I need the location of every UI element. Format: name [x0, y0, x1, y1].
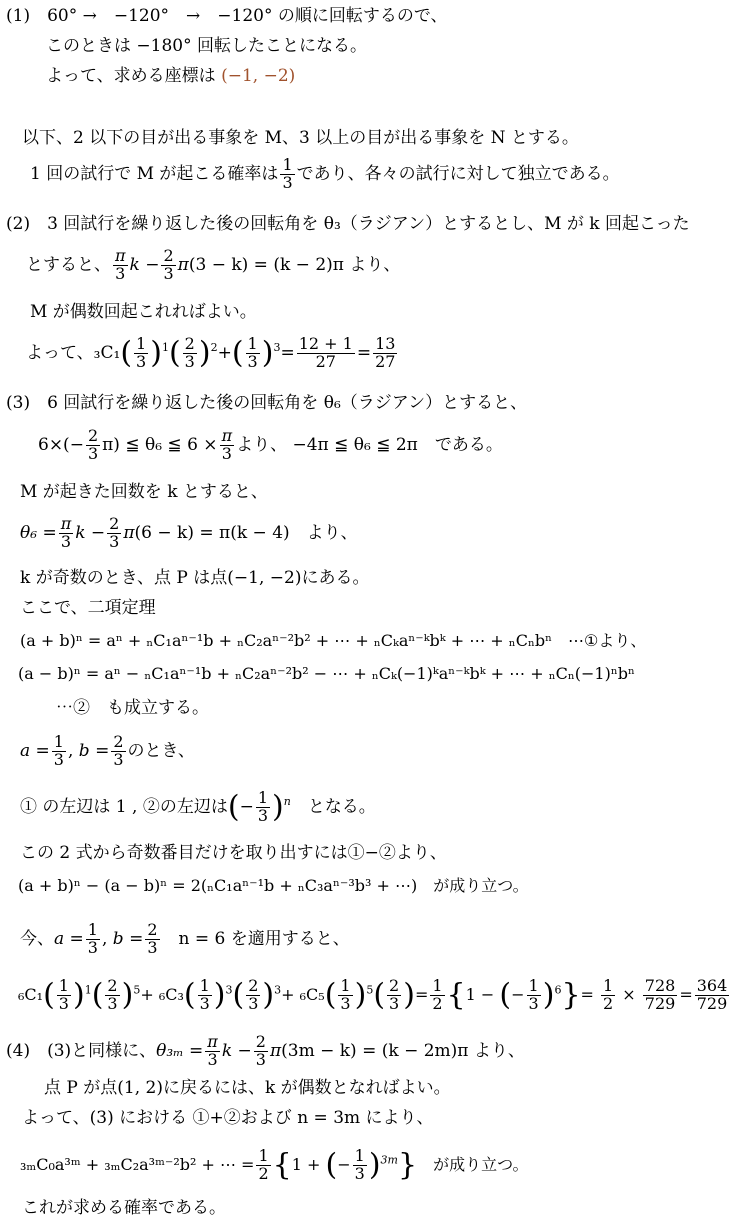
- text: 1 +: [291, 1154, 326, 1174]
- frac: [695, 978, 730, 1013]
- frac-den: 3: [354, 1163, 365, 1183]
- text: n = 6 を適用すると、: [178, 928, 350, 949]
- frac-den: 3: [199, 993, 210, 1013]
- frac: [527, 978, 541, 1013]
- paren: ): [542, 977, 555, 1013]
- fraction-1-3: [134, 336, 148, 371]
- paren: ): [150, 335, 162, 371]
- answer-coordinate: (−1, −2): [221, 66, 296, 86]
- frac-num: 12 + 1: [298, 334, 353, 353]
- text: よって、: [26, 342, 94, 363]
- paren: (: [168, 335, 181, 371]
- line-p3-odd: k が奇数のとき、点 P は点(−1, −2)にある。: [20, 568, 370, 588]
- frac-den: 3: [87, 937, 98, 957]
- exp: 1: [84, 983, 92, 997]
- term: ₆C₁: [18, 984, 44, 1004]
- frac-den: 2: [432, 993, 443, 1013]
- frac: [387, 978, 401, 1013]
- paren: ): [213, 977, 226, 1013]
- frac-num: 2: [147, 920, 158, 939]
- minus: −: [337, 1154, 351, 1174]
- paren: }: [397, 1147, 418, 1183]
- line-3-text: よって、求める座標は: [46, 66, 222, 86]
- paren: ): [121, 977, 134, 1013]
- paren: ): [403, 977, 415, 1013]
- fraction-pi-3: [113, 248, 128, 283]
- text: 1 −: [465, 984, 500, 1004]
- line-p2-angle: [26, 248, 400, 283]
- frac-den: 3: [115, 263, 126, 283]
- line-binom-2: (a − b)ⁿ = aⁿ − ₙC₁aⁿ⁻¹b + ₙC₂aⁿ⁻²b² − ⋯ + ₙCₖ(−1)ᵏaⁿ⁻ᵏbᵏ + ⋯ + ₙCₙ(−1)ⁿbⁿ: [18, 664, 635, 683]
- comma: ,: [101, 928, 113, 949]
- frac-den: 3: [58, 993, 69, 1013]
- frac-num: 728: [644, 976, 676, 995]
- line-p3-range: [38, 428, 503, 463]
- equals: =: [280, 342, 295, 363]
- exp: 2: [210, 341, 218, 355]
- frac-den: 3: [389, 993, 400, 1013]
- frac-num: 1: [58, 976, 69, 995]
- line-prob-text: 1 回の試行で M が起こる確率は: [30, 163, 279, 184]
- frac-den: 3: [184, 351, 195, 371]
- fraction-pi-3: [220, 428, 235, 463]
- fraction-1-3: [280, 157, 294, 192]
- equals: =: [414, 984, 429, 1004]
- line-p3-head: (3) 6 回試行を繰り返した後の回転角を θ₆（ラジアン）とすると、: [6, 393, 528, 413]
- frac-den: 3: [207, 1049, 218, 1069]
- frac: [105, 978, 119, 1013]
- line-ab: [20, 734, 195, 769]
- equals: =: [580, 984, 600, 1004]
- paren: ): [198, 335, 211, 371]
- frac-num: 1: [340, 976, 351, 995]
- k-minus: k −: [221, 1040, 252, 1061]
- frac-den: 729: [644, 993, 676, 1013]
- frac-den: 3: [53, 749, 64, 769]
- text: (3m − k) = (k − 2m)π より、: [281, 1040, 525, 1061]
- text: とすると、: [26, 254, 111, 275]
- frac-den: 3: [87, 443, 99, 463]
- exp: 6: [554, 983, 562, 997]
- paren: (: [499, 977, 512, 1013]
- minus: −: [511, 984, 525, 1004]
- fraction-pi-3: [59, 516, 74, 551]
- paren: (: [325, 1147, 338, 1183]
- frac-den: 3: [257, 805, 268, 825]
- text: ① の左辺は 1 , ②の左辺は: [20, 796, 228, 817]
- fraction-2-3: [86, 428, 100, 463]
- frac-num: 2: [163, 246, 174, 265]
- frac-den: 3: [248, 993, 259, 1013]
- paren: (: [324, 977, 337, 1013]
- frac-num: 364: [696, 976, 728, 995]
- text: が成り立つ。: [433, 1154, 529, 1174]
- exp: 3: [273, 341, 281, 355]
- minus: −: [239, 796, 254, 817]
- frac: [57, 978, 71, 1013]
- frac: [246, 978, 260, 1013]
- exp: 1: [161, 341, 169, 355]
- text: 今、: [20, 928, 54, 949]
- frac: [198, 978, 212, 1013]
- pi: π: [123, 522, 135, 543]
- text: より、 −4π ≦ θ₆ ≦ 2π である。: [236, 434, 503, 455]
- b-eq: b =: [78, 740, 110, 761]
- frac-num: π: [221, 426, 233, 445]
- line-3: [46, 68, 295, 85]
- frac-num: 2: [389, 976, 400, 995]
- line-p2-even: M が偶数回起これればよい。: [30, 302, 257, 322]
- frac-num: 1: [258, 1146, 269, 1165]
- frac-den: 3: [282, 172, 293, 192]
- line-conclusion: これが求める確率である。: [22, 1198, 226, 1218]
- frac-num: 2: [255, 1032, 266, 1051]
- line-p4-head: [6, 1034, 525, 1069]
- frac-num: 1: [432, 976, 443, 995]
- paren: (: [43, 977, 55, 1013]
- frac-num: 1: [603, 976, 614, 995]
- line-binom-2b: ⋯② も成立する。: [56, 698, 209, 718]
- frac-den: 3: [340, 993, 351, 1013]
- frac-den: 3: [163, 263, 174, 283]
- paren: (: [232, 977, 245, 1013]
- frac: [256, 1148, 270, 1183]
- paren: {: [272, 1147, 292, 1183]
- a-eq: a =: [20, 740, 50, 761]
- line-p4-use: よって、(3) における ①+②および n = 3m により、: [22, 1108, 434, 1128]
- frac-den: 3: [107, 993, 118, 1013]
- b-eq: b =: [112, 928, 144, 949]
- frac-num: 1: [53, 732, 64, 751]
- frac-den: 3: [60, 531, 72, 551]
- paren: ): [72, 977, 85, 1013]
- frac-den: 27: [375, 351, 396, 371]
- fraction-2-3: [107, 516, 121, 551]
- fraction-13-27: [297, 336, 355, 371]
- line-p4-result: [20, 1148, 528, 1183]
- line-lhs: [20, 790, 376, 825]
- exp: 5: [366, 983, 374, 997]
- frac: [353, 1148, 367, 1183]
- comma: ,: [67, 740, 79, 761]
- theta3m: θ₃ₘ =: [156, 1040, 204, 1061]
- fraction-result: [373, 336, 397, 371]
- equals: =: [356, 342, 372, 363]
- fraction-pi-3: [205, 1034, 220, 1069]
- fraction-1-3: [246, 336, 260, 371]
- fraction-2-3: [183, 336, 197, 371]
- paren: (: [373, 977, 386, 1013]
- frac-den: 3: [528, 993, 539, 1013]
- frac-num: 2: [109, 514, 120, 533]
- frac-den: 3: [247, 351, 258, 371]
- paren: ): [354, 977, 367, 1013]
- frac-den: 27: [315, 351, 336, 371]
- line-p3-k: M が起きた回数を k とすると、: [20, 482, 268, 502]
- frac-den: 3: [109, 531, 120, 551]
- line-p3-binom: ここで、二項定理: [20, 598, 156, 618]
- frac-num: 1: [87, 920, 98, 939]
- theta6: θ₆ =: [20, 522, 57, 543]
- text: 6×(−: [38, 434, 84, 455]
- line-p4-return: 点 P が点(1, 2)に戻るには、k が偶数となればよい。: [44, 1078, 451, 1098]
- term: ₃ₘC₀a³ᵐ + ₃ₘC₂a³ᵐ⁻²b² + ⋯ =: [20, 1154, 255, 1174]
- text: π) ≦ θ₆ ≦ 6 ×: [102, 434, 218, 455]
- frac-num: 2: [184, 334, 195, 353]
- text: (6 − k) = π(k − 4) より、: [134, 522, 358, 543]
- line-binom-1: (a + b)ⁿ = aⁿ + ₙC₁aⁿ⁻¹b + ₙC₂aⁿ⁻²b² + ⋯ + ₙCₖaⁿ⁻ᵏbᵏ + ⋯ + ₙCₙbⁿ ⋯①より、: [20, 631, 647, 650]
- fraction-1-3: [86, 922, 100, 957]
- frac-num: 13: [375, 334, 396, 353]
- paren: (: [227, 789, 240, 825]
- fraction-1-3: [52, 734, 66, 769]
- pi: π: [269, 1040, 282, 1061]
- frac-num: π: [60, 514, 72, 533]
- a-eq: a =: [54, 928, 84, 949]
- frac-den: 2: [603, 993, 614, 1013]
- line-p2-prob: [26, 336, 399, 371]
- line-p2-head: (2) 3 回試行を繰り返した後の回転角を θ₃（ラジアン）とするとし、M が k 回起こった: [6, 214, 690, 234]
- k-minus: k −: [75, 522, 106, 543]
- term: + ₆C₃: [140, 984, 184, 1004]
- frac-num: 1: [247, 334, 258, 353]
- paren: ): [272, 789, 284, 825]
- frac: [430, 978, 444, 1013]
- frac-num: 1: [354, 1146, 365, 1165]
- line-odd-extract: この 2 式から奇数番目だけを取り出すには①−②より、: [20, 843, 447, 863]
- line-apply: [20, 922, 350, 957]
- frac-num: 1: [199, 976, 210, 995]
- exp: n: [283, 795, 291, 809]
- frac-den: 729: [696, 993, 728, 1013]
- line-2: このときは −180° 回転したことになる。: [46, 36, 367, 56]
- paren: (: [183, 977, 196, 1013]
- text: (4) (3)と同様に、: [6, 1040, 157, 1061]
- text: (3 − k) = (k − 2)π より、: [188, 254, 401, 275]
- line-prob-text2: であり、各々の試行に対して独立である。: [296, 163, 620, 184]
- frac-den: 3: [221, 443, 232, 463]
- exp: 5: [133, 983, 141, 997]
- line-p3-theta: [20, 516, 358, 551]
- frac-num: 1: [528, 976, 539, 995]
- equals: =: [679, 984, 693, 1004]
- frac-num: π: [207, 1032, 218, 1051]
- frac-den: 3: [255, 1049, 266, 1069]
- paren: (: [120, 335, 133, 371]
- text: となる。: [307, 796, 376, 817]
- paren: (: [91, 977, 104, 1013]
- frac: [643, 978, 678, 1013]
- fraction-1-3: [256, 790, 270, 825]
- frac-den: 3: [147, 937, 158, 957]
- k-minus: k −: [129, 254, 160, 275]
- line-p3-result: [18, 978, 731, 1013]
- line-prob: [30, 157, 620, 192]
- frac-num: 2: [248, 976, 259, 995]
- frac-num: 1: [136, 334, 147, 353]
- paren: ): [262, 977, 275, 1013]
- frac-num: 1: [257, 788, 268, 807]
- fraction-2-3: [161, 248, 175, 283]
- frac: [601, 978, 615, 1013]
- frac-num: 2: [113, 732, 124, 751]
- frac: [338, 978, 352, 1013]
- combination: ₃C₁: [93, 342, 121, 363]
- exp: 3: [225, 983, 233, 997]
- exp: 3: [274, 983, 282, 997]
- line-events: 以下、2 以下の目が出る事象を M、3 以上の目が出る事象を N とする。: [22, 128, 579, 148]
- frac-num: π: [115, 246, 126, 265]
- paren: ): [261, 335, 274, 371]
- frac-num: 2: [107, 976, 118, 995]
- frac-num: 2: [87, 426, 99, 445]
- paren: ): [368, 1147, 381, 1183]
- paren: }: [561, 977, 581, 1013]
- paren: {: [446, 977, 466, 1013]
- fraction-2-3: [254, 1034, 268, 1069]
- frac-den: 2: [258, 1163, 269, 1183]
- times: ×: [617, 984, 641, 1004]
- exp: 3m: [380, 1153, 398, 1167]
- pi: π: [177, 254, 189, 275]
- fraction-2-3: [111, 734, 125, 769]
- line-diff: (a + b)ⁿ − (a − b)ⁿ = 2(ₙC₁aⁿ⁻¹b + ₙC₃aⁿ⁻³b³ + ⋯) が成り立つ。: [18, 876, 529, 895]
- text: のとき、: [127, 740, 195, 761]
- paren: (: [231, 335, 244, 371]
- fraction-2-3: [145, 922, 159, 957]
- term: + ₆C₅: [281, 984, 325, 1004]
- frac-den: 3: [136, 351, 147, 371]
- line-1: (1) 60° → −120° → −120° の順に回転するので、: [6, 6, 448, 26]
- frac-num: 1: [282, 155, 293, 174]
- frac-den: 3: [113, 749, 124, 769]
- plus: +: [217, 342, 232, 363]
